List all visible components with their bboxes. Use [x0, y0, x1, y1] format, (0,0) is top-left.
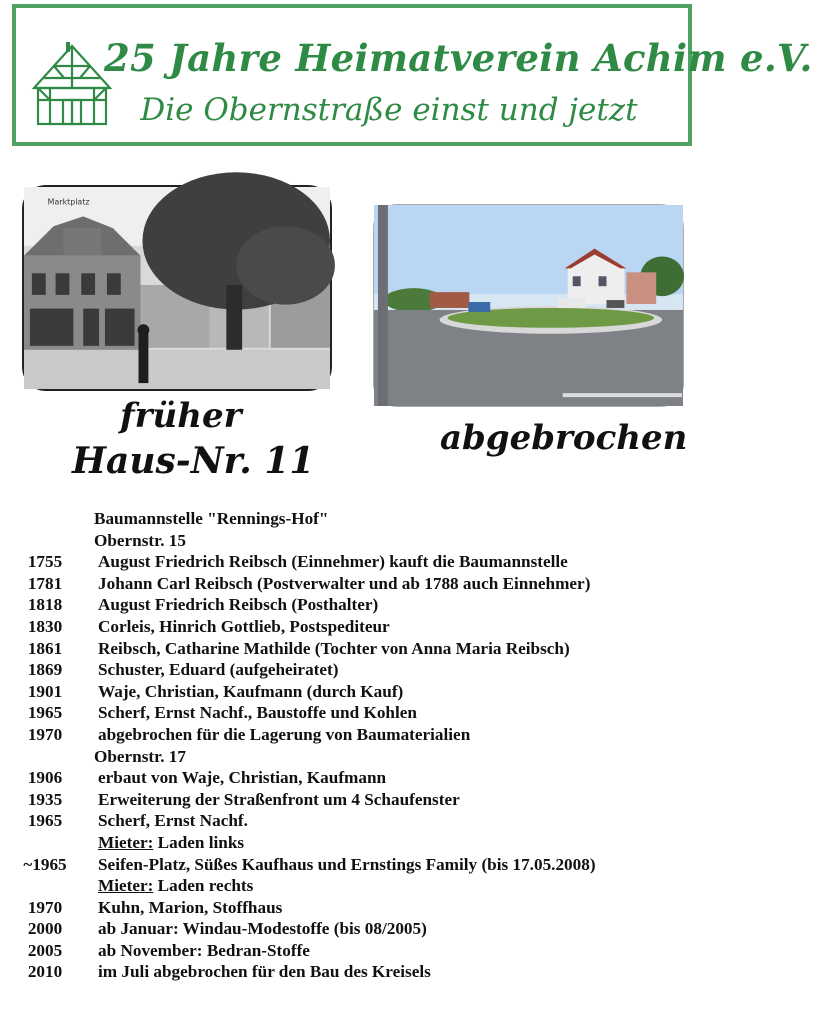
list-item	[0, 573, 717, 595]
entry-year: 1818	[27, 595, 63, 615]
tenant-label: Mieter:	[98, 876, 154, 896]
entry-text: Erweiterung der Straßenfront um 4 Schaufenster	[98, 789, 460, 809]
entry-year: 2010	[27, 962, 63, 982]
entry-year: 1869	[27, 660, 63, 680]
entry-year: 1901	[27, 681, 63, 701]
list-item	[0, 681, 717, 703]
list-item	[0, 789, 717, 811]
entry-text: Johann Carl Reibsch (Postverwalter und ab 1788 auch Einnehmer)	[98, 573, 591, 593]
entry-text: Kuhn, Marion, Stoffhaus	[98, 897, 283, 917]
header-banner	[12, 4, 813, 146]
entry-text: Scherf, Ernst Nachf.	[98, 811, 248, 831]
tenant-right-row	[0, 875, 717, 897]
caption-frueher: früher	[120, 396, 242, 436]
entry-text: Reibsch, Catharine Mathilde (Tochter von Anna Maria Reibsch)	[98, 638, 570, 658]
entry-year: 1970	[27, 897, 63, 917]
entry-text: Corleis, Hinrich Gottlieb, Postspediteur	[98, 616, 390, 636]
history-list	[0, 508, 717, 983]
list-item	[0, 940, 717, 962]
entry-text: Scherf, Ernst Nachf., Baustoffe und Kohlen	[98, 703, 417, 723]
entry-year: 1970	[27, 724, 63, 744]
entry-year: 1755	[27, 552, 63, 572]
tenant-text: Laden links	[153, 832, 245, 852]
entry-year: 1935	[27, 789, 63, 809]
list-item	[0, 767, 717, 789]
section-title-row	[0, 508, 717, 530]
page-title: 25 Jahre Heimatverein Achim e.V.	[104, 36, 813, 80]
list-item	[0, 638, 717, 660]
entry-text: im Juli abgebrochen für den Bau des Kreisels	[98, 962, 431, 982]
list-item	[0, 918, 717, 940]
entry-text: ab November: Bedran-Stoffe	[98, 940, 310, 960]
timber-house-logo-icon	[30, 42, 114, 128]
tenant-label: Mieter:	[98, 832, 154, 852]
entry-year: 1965	[27, 811, 63, 831]
list-item	[0, 702, 717, 724]
entry-year: 2000	[27, 919, 63, 939]
list-item	[0, 854, 717, 876]
address-label: Obernstr. 15	[94, 530, 186, 550]
photo-stamp-text: Marktplatz	[47, 197, 90, 207]
entry-year: 1906	[27, 768, 63, 788]
entry-year: 1830	[27, 616, 63, 636]
current-photo	[373, 204, 684, 407]
tenant-left-row	[0, 832, 717, 854]
entry-year: 2005	[27, 940, 63, 960]
list-item	[0, 551, 717, 573]
list-item	[0, 810, 717, 832]
address-label: Obernstr. 17	[94, 746, 186, 766]
address-row	[0, 530, 717, 552]
entry-text: erbaut von Waje, Christian, Kaufmann	[98, 768, 387, 788]
page-subtitle: Die Obernstraße einst und jetzt	[140, 92, 638, 128]
entry-year: ~1965	[23, 854, 67, 874]
list-item	[0, 961, 717, 983]
entry-text: Seifen-Platz, Süßes Kaufhaus und Ernstings Family (bis 17.05.2008)	[98, 854, 596, 874]
entry-text: ab Januar: Windau-Modestoffe (bis 08/2005)	[98, 919, 427, 939]
tenant-text: Laden rechts	[153, 876, 254, 896]
list-item	[0, 897, 717, 919]
entry-year: 1861	[27, 638, 63, 658]
entry-text: abgebrochen für die Lagerung von Baumaterialien	[98, 724, 471, 744]
entry-year: 1781	[27, 573, 63, 593]
entry-text: Schuster, Eduard (aufgeheiratet)	[98, 660, 339, 680]
list-item	[0, 594, 717, 616]
entry-text: August Friedrich Reibsch (Einnehmer) kauft die Baumannstelle	[98, 552, 568, 572]
entry-text: Waje, Christian, Kaufmann (durch Kauf)	[98, 681, 404, 701]
historic-photo	[22, 185, 332, 391]
entry-year: 1965	[27, 703, 63, 723]
caption-haus-nr: Haus-Nr. 11	[72, 440, 315, 482]
entry-text: August Friedrich Reibsch (Posthalter)	[98, 595, 379, 615]
list-item	[0, 659, 717, 681]
list-item	[0, 616, 717, 638]
address-row	[0, 746, 717, 768]
list-item	[0, 724, 717, 746]
caption-abgebrochen: abgebrochen	[440, 418, 688, 458]
section-title: Baumannstelle "Rennings-Hof"	[94, 509, 329, 528]
